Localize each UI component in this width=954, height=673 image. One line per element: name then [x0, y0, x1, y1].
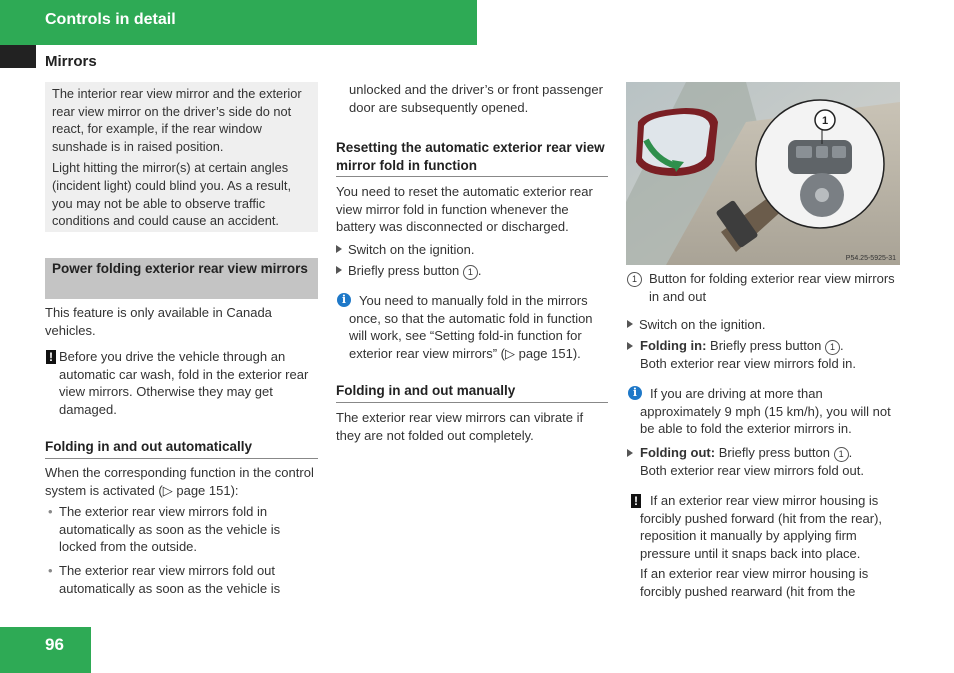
chapter-title: Controls in detail	[45, 11, 176, 28]
housing-warning-text-1: If an exterior rear view mirror housing is forcibly pushed forward (hit from the rear), reposition it manually by applying firm pressure until it snaps back into place.	[640, 493, 883, 561]
fold-in-text: Briefly press button	[710, 338, 822, 353]
housing-warning-text-2: If an exterior rear view mirror housing is forcibly pushed rearward (hit from the	[640, 566, 869, 599]
warning-paragraph-1: The interior rear view mirror and the exterior rear view mirror on the driver’s side do not react, for example, if the rear window sunshade is in raised position.	[52, 86, 302, 154]
warning-icon: !	[46, 350, 56, 364]
step-period: .	[477, 263, 482, 278]
warning-box	[45, 82, 318, 232]
button-1-marker: 1	[825, 340, 840, 355]
housing-warning	[627, 492, 903, 601]
info-text: If you are driving at more than approximately 9 mph (15 km/h), you will not be able to fold the exterior mirrors in.	[640, 386, 891, 437]
step-arrow-icon	[627, 449, 633, 457]
bullet-text: The exterior rear view mirrors fold in automatically as soon as the vehicle is locked from the outside.	[59, 504, 281, 555]
fold-out-label: Folding out:	[640, 445, 716, 460]
info-icon: i	[628, 386, 642, 400]
info-icon: i	[337, 293, 351, 307]
info-text: You need to manually fold in the mirrors once, so that the automatic fold in function will work, see “Setting fold-in function for exterior rear view mirrors” (▷ page 151).	[349, 293, 593, 361]
continued-text: unlocked and the driver’s or front passenger door are subsequently opened.	[349, 82, 603, 115]
caption-text: Button for folding exterior rear view mirrors in and out	[649, 271, 895, 304]
step-item	[336, 241, 611, 259]
manual-text: The exterior rear view mirrors can vibrate if they are not folded out completely.	[336, 410, 584, 443]
warning-paragraph-2: Light hitting the mirror(s) at certain angles (incident light) could blind you. As a result, you may not be able to observe traffic conditions and could cause an accident.	[52, 160, 292, 229]
fold-out-result: Both exterior rear view mirrors fold out.	[640, 463, 864, 478]
section-title: Mirrors	[45, 53, 97, 70]
mirror-button-illustration	[626, 82, 900, 265]
step-arrow-icon	[336, 266, 342, 274]
door-panel-image	[626, 82, 900, 265]
page-number: 96	[45, 635, 64, 654]
list-item	[48, 503, 318, 556]
carwash-warning	[45, 348, 320, 418]
step-arrow-icon	[627, 320, 633, 328]
bullet-dot: •	[48, 563, 53, 578]
step-text: Briefly press button	[348, 263, 460, 278]
button-1-marker: 1	[463, 265, 478, 280]
fold-in-result: Both exterior rear view mirrors fold in.	[640, 356, 857, 371]
image-caption	[627, 270, 899, 305]
canada-note: This feature is only available in Canada vehicles.	[45, 305, 272, 338]
list-item	[48, 562, 318, 597]
step-item	[336, 262, 611, 280]
heading-reset: Resetting the automatic exterior rear view mirror fold in function	[336, 139, 608, 177]
auto-intro: When the corresponding function in the control system is activated (▷ page 151):	[45, 465, 314, 498]
heading-auto: Folding in and out automatically	[45, 438, 318, 459]
step-text: Switch on the ignition.	[348, 242, 475, 257]
bullet-text: The exterior rear view mirrors fold out automatically as soon as the vehicle is	[59, 563, 281, 596]
warning-icon: !	[631, 494, 641, 508]
fold-out-text: Briefly press button	[718, 445, 830, 460]
info-note	[336, 292, 611, 362]
heading-manual: Folding in and out manually	[336, 382, 608, 403]
callout-1: 1	[821, 115, 829, 127]
section-marker	[0, 45, 36, 68]
bullet-dot: •	[48, 504, 53, 519]
step-item	[627, 316, 902, 334]
carwash-text: Before you drive the vehicle through an automatic car wash, fold in the exterior rear view mirrors. Otherwise they may get damaged.	[59, 349, 309, 417]
info-note	[627, 385, 902, 438]
step-item: Folding in: Briefly press button 1 . Both exterior rear view mirrors fold in.	[627, 337, 902, 373]
fold-in-label: Folding in:	[640, 338, 707, 353]
image-code: P54.25-5925-31	[845, 255, 896, 262]
reset-intro: You need to reset the automatic exterior rear view mirror fold in function whenever the battery was disconnected or discharged.	[336, 184, 593, 235]
step-item: Folding out: Briefly press button 1 . Both exterior rear view mirrors fold out.	[627, 444, 902, 480]
step-text: Switch on the ignition.	[639, 317, 766, 332]
button-1-marker: 1	[627, 272, 642, 287]
step-arrow-icon	[627, 342, 633, 350]
step-arrow-icon	[336, 245, 342, 253]
subheading-power-folding: Power folding exterior rear view mirrors	[45, 258, 318, 299]
button-1-marker: 1	[834, 447, 849, 462]
